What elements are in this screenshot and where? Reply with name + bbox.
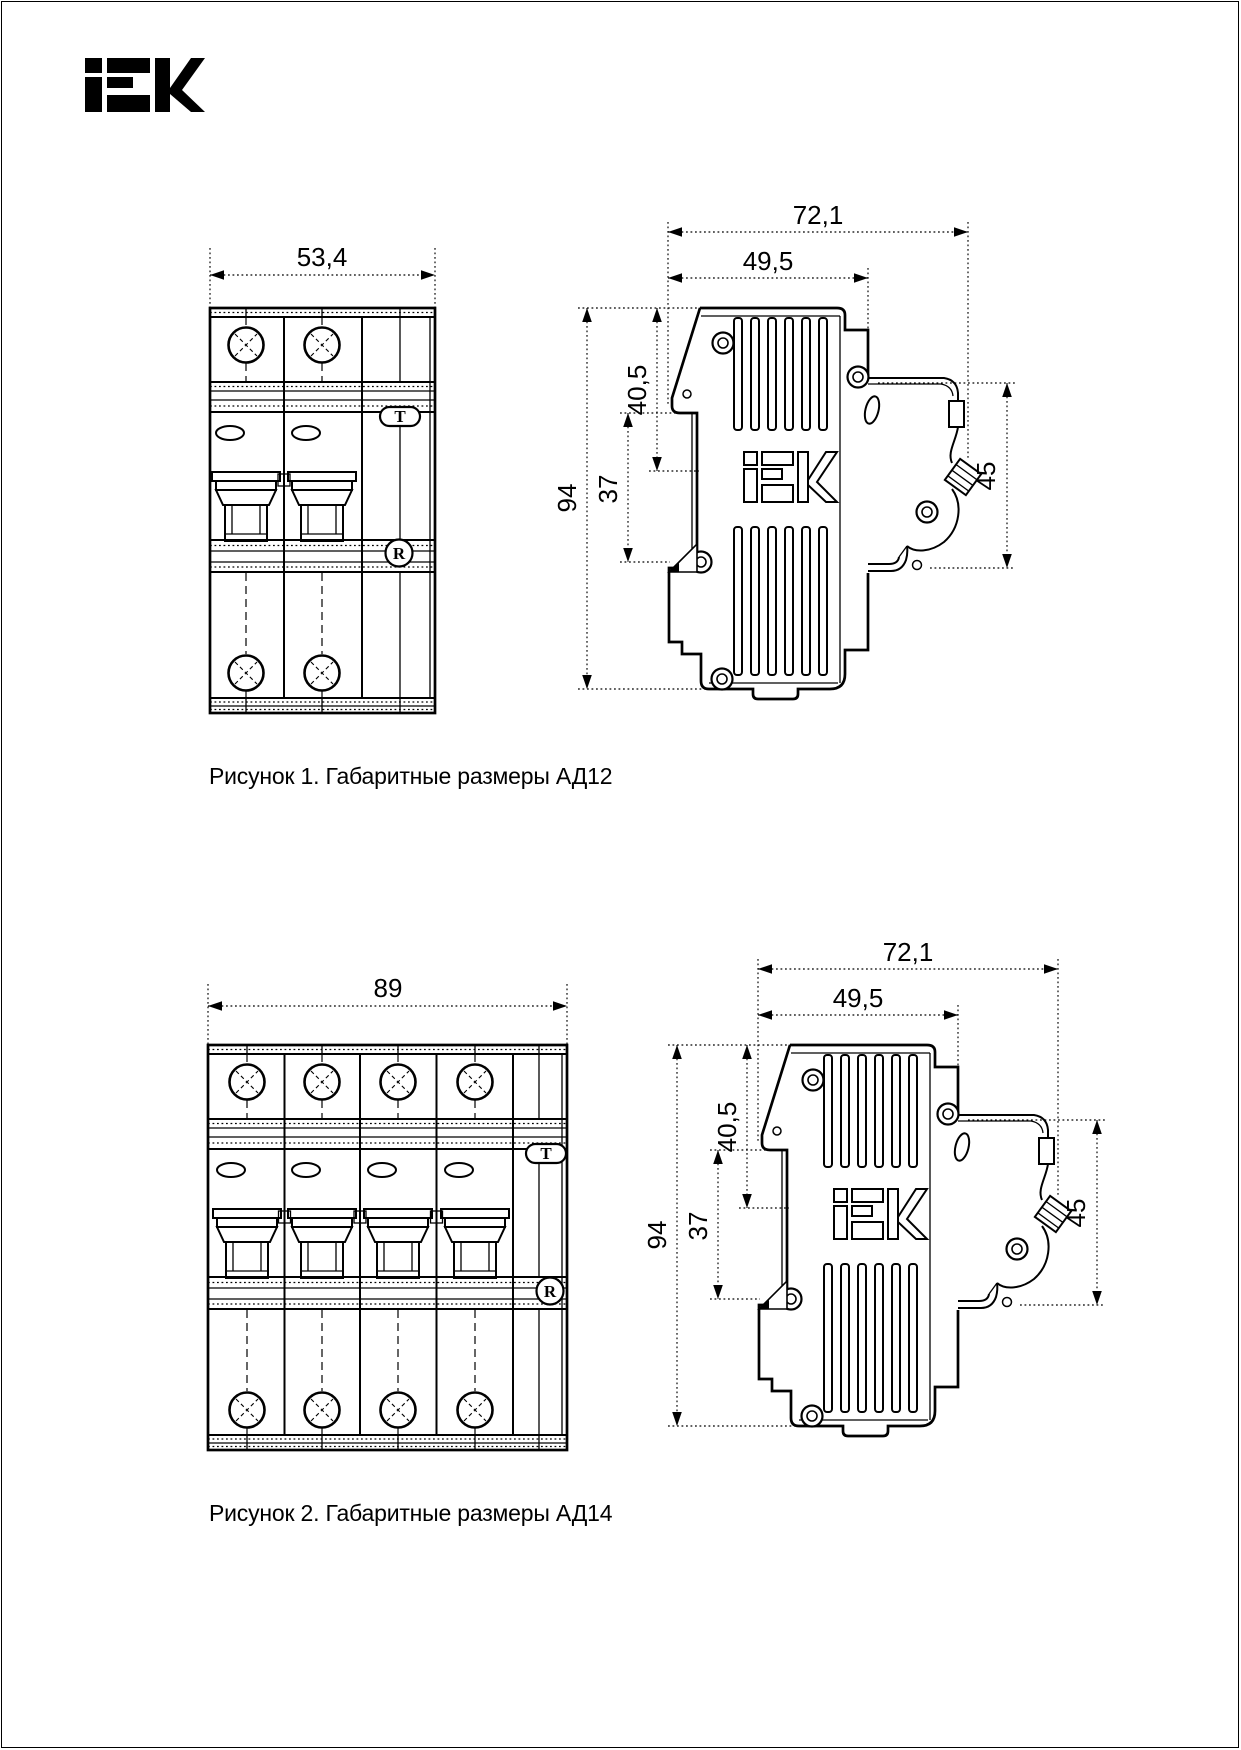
ad12-side-view bbox=[552, 200, 1015, 699]
ad12-rail-zone: 37 bbox=[593, 474, 623, 504]
pole-module-1 bbox=[213, 1054, 281, 1435]
ad14-front-height: 45 bbox=[1061, 1198, 1091, 1228]
front-stipple-lines bbox=[210, 313, 435, 710]
ad14-rail-zone: 37 bbox=[683, 1211, 713, 1241]
figure2-caption: Рисунок 2. Габаритные размеры АД14 bbox=[209, 1500, 613, 1526]
ad14-front-view bbox=[208, 973, 567, 1450]
figure1-ad12 bbox=[210, 200, 1015, 713]
iek-logo bbox=[85, 58, 205, 112]
ad12-side-geometry bbox=[578, 222, 1015, 699]
ad14-side-geometry bbox=[668, 959, 1105, 1436]
front-dividers bbox=[284, 317, 362, 698]
ad14-height: 94 bbox=[642, 1220, 672, 1250]
test-button-label: T bbox=[394, 407, 406, 426]
ad12-front-view bbox=[210, 242, 435, 713]
dimension-ad14-width bbox=[208, 973, 567, 1045]
ad12-depth-body: 49,5 bbox=[742, 246, 794, 276]
ad14-top-to-rail: 40,5 bbox=[712, 1101, 742, 1153]
iek-logo-glyphs bbox=[85, 58, 205, 112]
test-button-label: T bbox=[540, 1144, 552, 1163]
ad12-depth-total: 72,1 bbox=[792, 200, 844, 230]
ad14-width-value: 89 bbox=[373, 973, 403, 1003]
front-dividers bbox=[285, 1054, 514, 1435]
dimension-ad12-width bbox=[210, 242, 435, 308]
ad12-top-to-rail: 40,5 bbox=[622, 364, 652, 416]
ad12-front-height: 45 bbox=[971, 461, 1001, 491]
front-rcd-lines bbox=[246, 308, 400, 713]
pole-module-4 bbox=[441, 1054, 509, 1435]
front-detail-lines bbox=[210, 317, 435, 706]
ad14-depth-total: 72,1 bbox=[882, 937, 934, 967]
pole-module-2 bbox=[288, 317, 356, 698]
figure1-caption: Рисунок 1. Габаритные размеры АД12 bbox=[209, 763, 613, 789]
ad14-depth-body: 49,5 bbox=[832, 983, 884, 1013]
ad14-side-view bbox=[642, 937, 1105, 1436]
pole-module-1 bbox=[212, 317, 280, 698]
reset-marking-label: R bbox=[543, 1282, 557, 1301]
reset-marking-label: R bbox=[392, 544, 406, 563]
pole-module-3 bbox=[364, 1054, 432, 1435]
figure2-ad14 bbox=[208, 937, 1105, 1450]
ad12-width-value: 53,4 bbox=[296, 242, 348, 272]
ad12-height: 94 bbox=[552, 483, 582, 513]
pole-module-2 bbox=[288, 1054, 356, 1435]
